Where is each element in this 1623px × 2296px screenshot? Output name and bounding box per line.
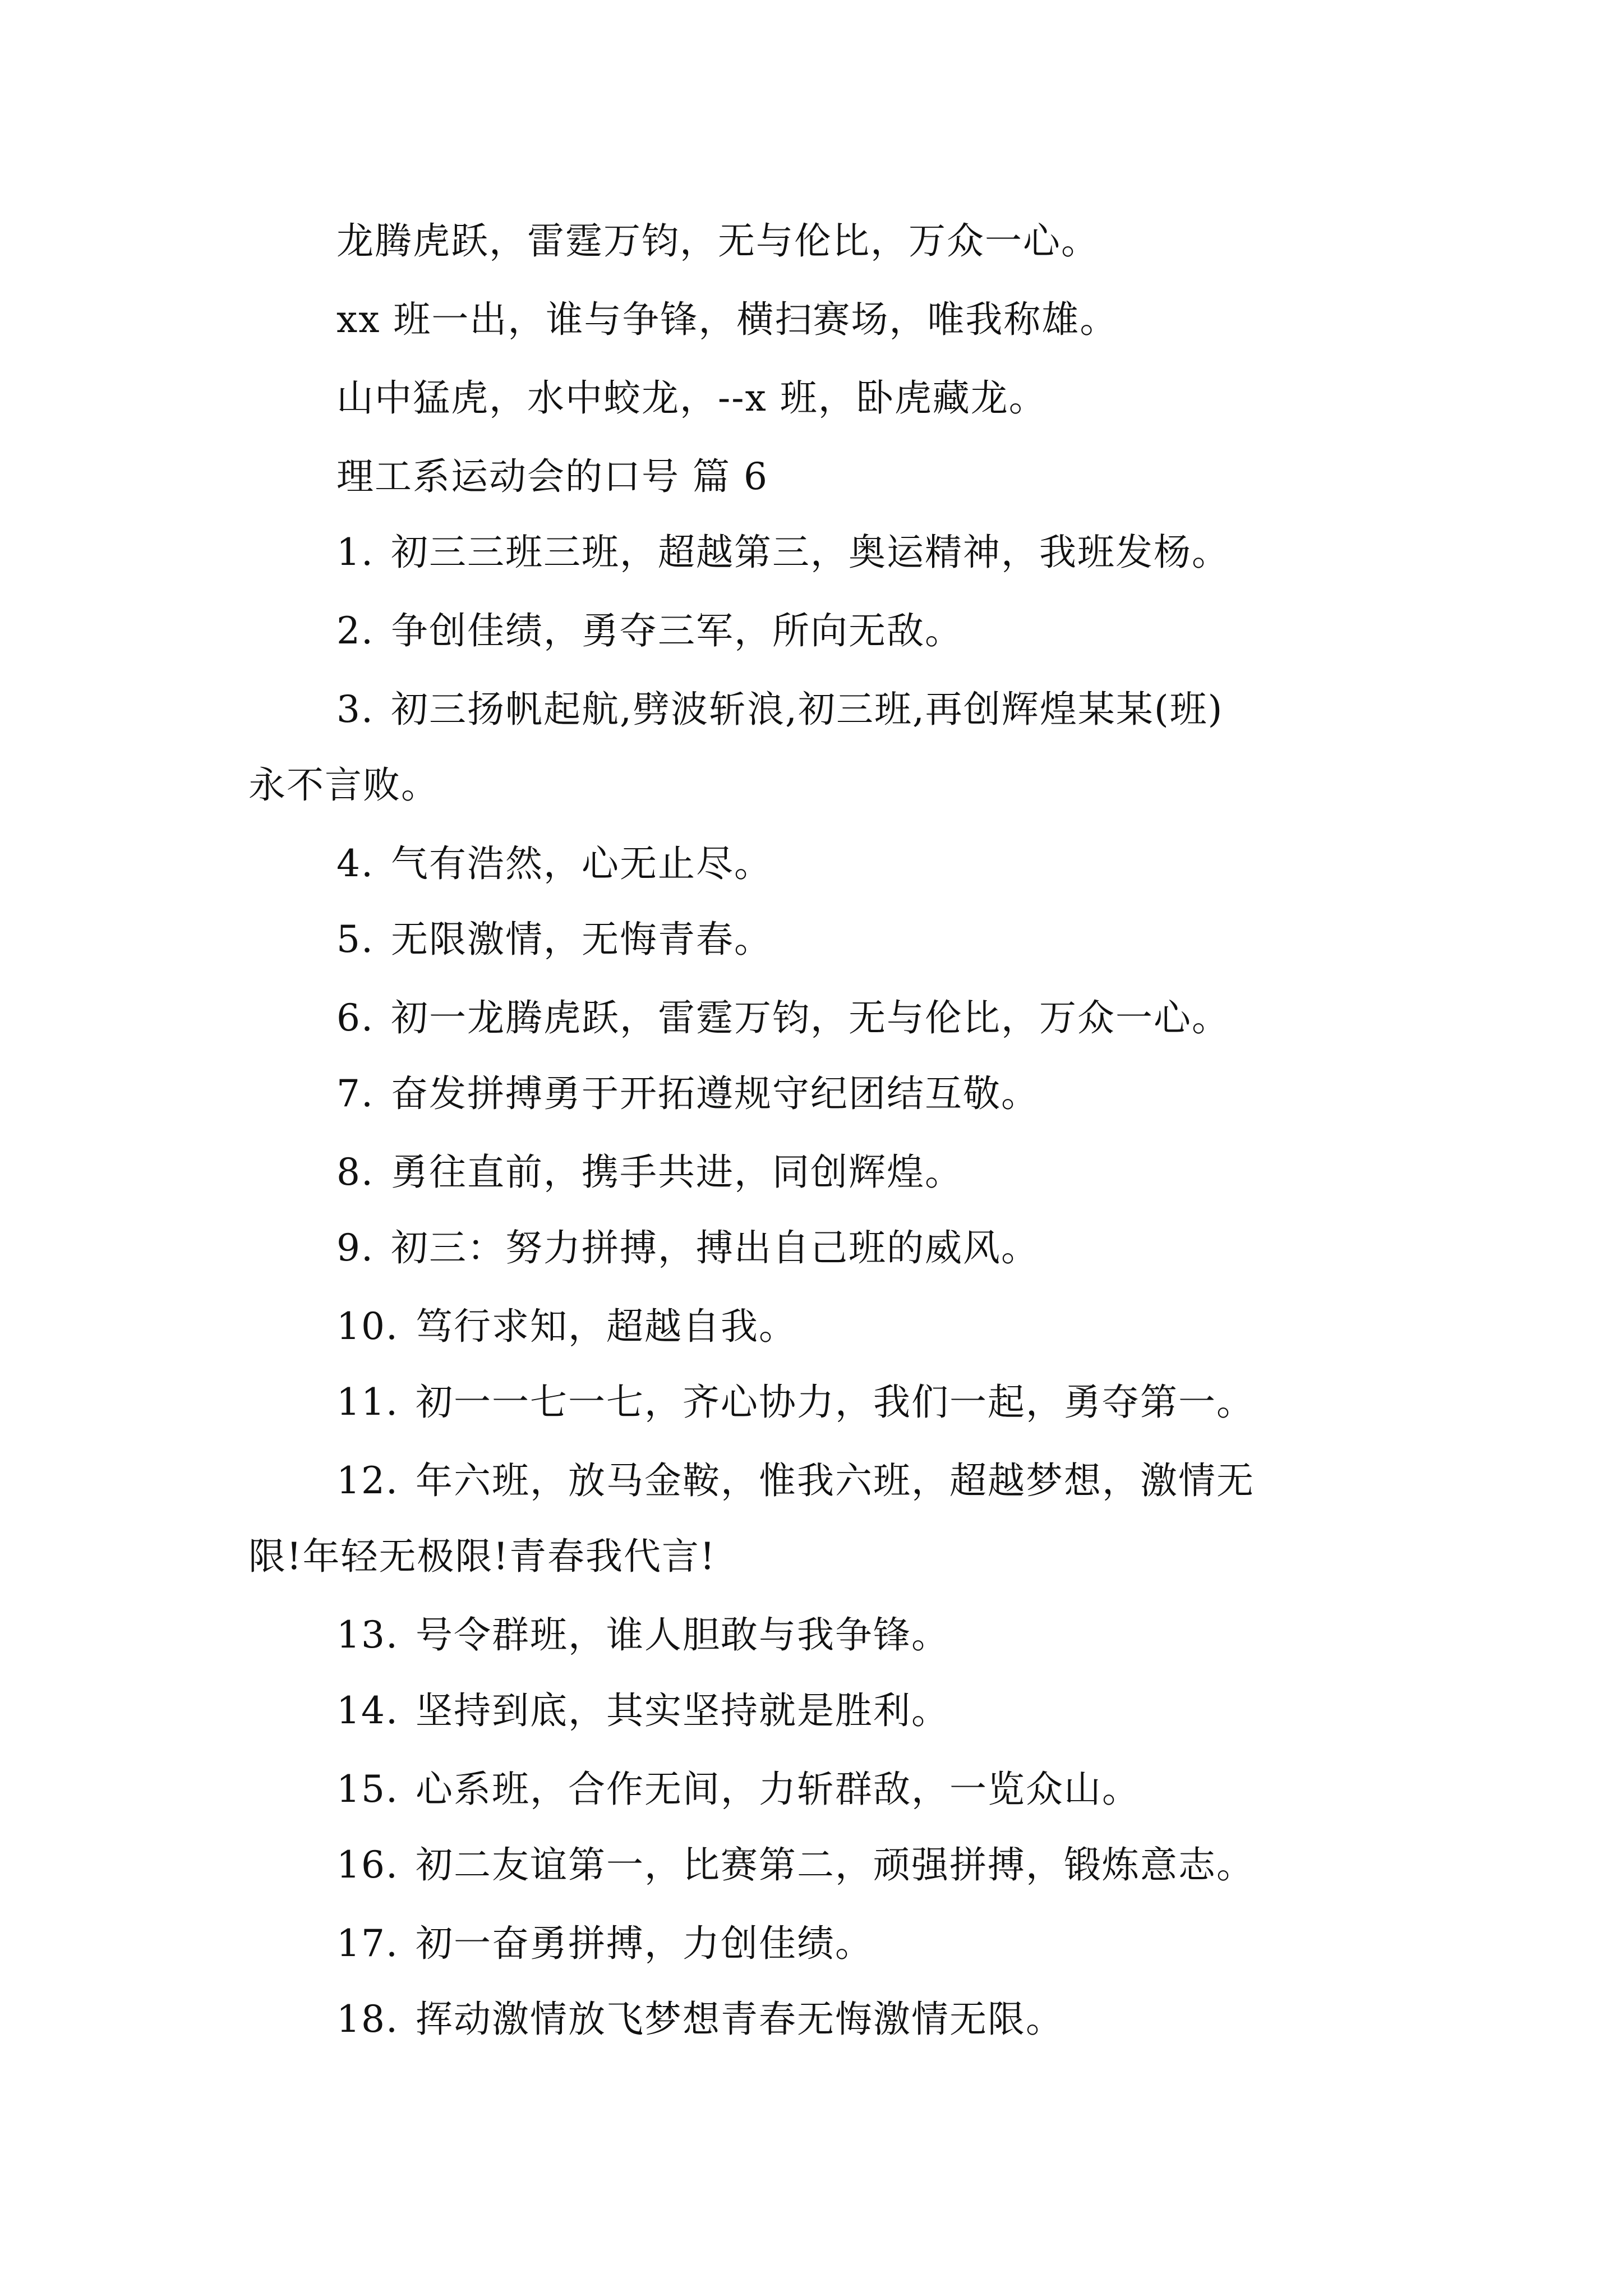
item-number: 5. [336, 918, 374, 961]
text-line: xx 班一出，谁与争锋，横扫赛场，唯我称雄。 [336, 298, 1118, 341]
list-item [336, 606, 1481, 656]
item-text: 奋发拼搏勇于开拓遵规守纪团结互敬。 [390, 1072, 1039, 1115]
list-item [336, 1840, 1481, 1890]
item-number: 7. [336, 1072, 374, 1115]
item-number: 4. [336, 842, 374, 885]
item-number: 15. [336, 1768, 399, 1811]
item-text: 勇往直前，携手共进，同创辉煌。 [390, 1151, 963, 1194]
list-item [336, 684, 1481, 735]
item-number: 1. [336, 531, 374, 574]
item-number: 17. [336, 1922, 399, 1965]
list-item [336, 1069, 1481, 1119]
list-item [336, 993, 1481, 1043]
list-item [336, 1918, 1481, 1969]
item-number: 18. [336, 1998, 399, 2041]
item-number: 10. [336, 1305, 399, 1348]
item-number: 12. [336, 1459, 399, 1502]
item-text: 无限激情，无悔青春。 [390, 918, 772, 961]
item-text: 挥动激情放飞梦想青春无悔激情无限。 [415, 1998, 1064, 2041]
item-number: 6. [336, 996, 374, 1039]
item-number: 8. [336, 1151, 374, 1194]
list-item [336, 1686, 1481, 1736]
item-number: 11. [336, 1381, 399, 1424]
list-item [336, 1764, 1481, 1815]
item-text: 笃行求知，超越自我。 [415, 1305, 797, 1348]
text-line: 山中猛虎，水中蛟龙，--x 班，卧虎藏龙。 [336, 376, 1047, 420]
item-text: 号令群班，谁人胆敢与我争锋。 [415, 1613, 949, 1657]
list-item [336, 1994, 1481, 2045]
item-number: 13. [336, 1613, 399, 1657]
item-text: 争创佳绩，勇夺三军，所向无敌。 [390, 609, 963, 652]
section-heading: 理工系运动会的口号 篇 6 [336, 455, 768, 498]
item-text: 初三：努力拼搏，搏出自己班的威风。 [390, 1226, 1039, 1269]
item-number: 9. [336, 1226, 374, 1269]
item-number: 14. [336, 1689, 399, 1732]
list-item [336, 1610, 1481, 1660]
item-number: 2. [336, 609, 374, 652]
item-text: 初二友谊第一，比赛第二，顽强拼搏，锻炼意志。 [415, 1843, 1255, 1887]
item-continuation: 限!年轻无极限!青春我代言! [248, 1535, 716, 1578]
item-number: 16. [336, 1843, 399, 1887]
item-text: 气有浩然，心无止尽。 [390, 842, 772, 885]
item-text: 初一奋勇拼搏，力创佳绩。 [415, 1922, 873, 1965]
list-item [336, 1223, 1481, 1273]
list-item [336, 839, 1481, 889]
text-line: 龙腾虎跃，雷霆万钧，无与伦比，万众一心。 [336, 219, 1099, 263]
item-text: 坚持到底，其实坚持就是胜利。 [415, 1689, 949, 1732]
list-item [336, 1377, 1481, 1428]
list-item [336, 914, 1481, 965]
item-number: 3. [336, 688, 374, 731]
item-text: 初三三班三班，超越第三，奥运精神，我班发杨。 [390, 531, 1230, 574]
item-text: 初三扬帆起航,劈波斩浪,初三班,再创辉煌某某(班) [390, 688, 1224, 731]
list-item [336, 1456, 1481, 1506]
list-item [336, 527, 1481, 578]
item-text: 初一一七一七，齐心协力，我们一起，勇夺第一。 [415, 1381, 1255, 1424]
list-item [336, 1147, 1481, 1198]
item-text: 年六班，放马金鞍，惟我六班，超越梦想，激情无 [415, 1459, 1255, 1502]
item-text: 初一龙腾虎跃，雷霆万钧，无与伦比，万众一心。 [390, 996, 1230, 1039]
item-text: 心系班，合作无间，力斩群敌，一览众山。 [415, 1768, 1140, 1811]
item-continuation: 永不言败。 [248, 763, 439, 807]
list-item [336, 1301, 1481, 1352]
